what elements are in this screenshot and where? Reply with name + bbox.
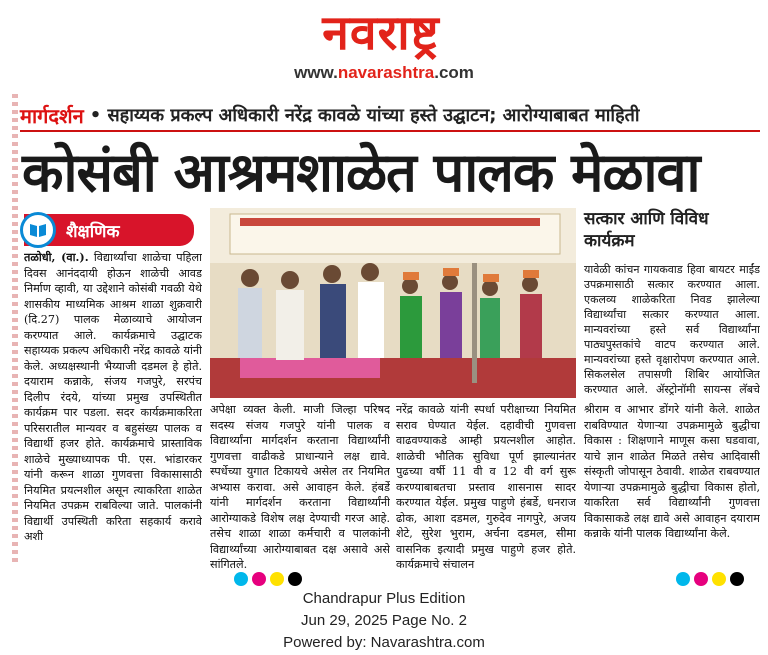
edition-name: Chandrapur Plus Edition xyxy=(302,590,466,607)
registration-mark-magenta xyxy=(252,572,266,586)
article-headline: कोसंबी आश्रमशाळेत पालक मेळावा xyxy=(22,141,700,204)
date-page: Jun 29, 2025 Page No. 2 xyxy=(301,612,467,629)
article-photo xyxy=(210,208,576,398)
newspaper-logo[interactable]: नवराष्ट्र xyxy=(322,5,440,61)
url-prefix: www. xyxy=(294,63,338,82)
article-kicker xyxy=(20,100,760,132)
article-column-4: श्रीराम व आभार डोंगरे यांनी केले. शाळेत राबविण्यात येणाऱ्या उपक्रमामुळे बुद्धीचा विकास : शिक्षणाने माणूस कसा घडवावा, याचे ज्ञान शाळेत मिळते तसेच आदिवासी संस्कृती जोपासून ठेवावी. शाळेत राबवण्यात येणाऱ्या उपक्रमामुळे बुद्धीचा विकास होतो, याकरिता सर्व विद्यार्थ्यांनी गुणवत्ता विकासाकडे लक्ष द्यावे असे आवाहन दयाराम कन्नाके यांनी पालक विद्यार्थ्यांना केले. xyxy=(584,403,760,540)
masthead xyxy=(0,0,768,92)
url-brand: navarashtra xyxy=(337,63,435,82)
side-heading: सत्कार आणि विविध कार्यक्रम xyxy=(584,209,709,251)
url-suffix: .com xyxy=(434,63,474,82)
registration-mark-yellow xyxy=(270,572,284,586)
column-1-text: विद्यार्थ्यांचा शाळेचा पहिला दिवस आनंददायी होऊन शाळेची आवड निर्माण व्हावी, या उद्देशाने कोसंबी गवळी येथे शासकीय माध्यमिक आश्रम शाळा शुक्रवारी (दि.27) पालक मेळाव्याचे आयोजन करण्यात आले. कार्यक्रमाचे उद्घाटक सहाय्यक प्रकल्प अधिकारी नरेंद्र कावळे यांनी केले. अध्यक्षस्थानी भैय्याजी दडमल हे होते. दयाराम कन्नाके, संजय गजपुरे, सरपंच दिलीप रंदये, यांच्या प्रमुख उपस्थितीत कार्यक्रम पार पडला. सदर कार्यक्रमाकरिता परिसरातील मान्यवर व बहुसंख्य पालक व विद्यार्थी हजर होते. कार्यक्रमाचे प्रास्ताविक शाळेचे मुख्याध्यापक पी. एस. भांडारकर यांनी करून शाळा गुणवत्ता विकासासाठी नियमित प्रयत्नशील असून त्याकरिता शाळेत नियमित उपक्रम राबविल्या जाते. पालकांनी विद्यार्थी उपस्थिती करिता सहकार्य करावे अशी xyxy=(24,251,202,543)
section-badge xyxy=(24,214,194,246)
kicker-text: • सहाय्यक प्रकल्प अधिकारी नरेंद्र कावळे यांच्या हस्ते उद्घाटन; आरोग्याबाबत माहिती xyxy=(89,105,640,126)
side-text: यावेळी कांचन गायकवाड हिवा बायटर माईंड उपक्रमासाठी सत्कार करण्यात आला. एकलव्य शाळेकरिता निवड झालेल्या विद्यार्थ्यांचा सत्कार करण्यात आला. मान्यवरांच्या हस्ते सर्व विद्यार्थ्यांना पाठ्यपुस्तकांचे वाटप करण्यात आले. मान्यवरांच्या हस्ते वृक्षारोपण करण्यात आले. सिकलसेल तपासणी शिबिर आयोजित करण्यात आले. ॲस्ट्रोनॉमी सायन्स लॅबचे xyxy=(584,263,760,396)
article-column-1 xyxy=(24,250,202,574)
registration-mark-black xyxy=(288,572,302,586)
website-url[interactable] xyxy=(255,63,513,83)
dateline: तळोधी, (वा.). xyxy=(24,250,89,264)
registration-mark-black-2 xyxy=(730,572,744,586)
section-label: शैक्षणिक xyxy=(66,221,120,242)
article-column-3: नरेंद्र कावळे यांनी स्पर्धा परीक्षाच्या नियमित सराव घेण्यात येईल. दहावीची गुणवत्ता वाढवण्याकडे आम्ही प्रयत्नशील आहोत. शाळेची भौतिक सुविधा पूर्ण झाल्यानंतर पुढच्या वर्षी 11 वी व 12 वी वर्ग सुरू करण्याबाबतचा प्रस्ताव शासनास सादर करण्यात येईल. प्रमुख पाहुणे हंबर्डे, धनराज ढोक, आशा दडमल, गुरुदेव नागपुरे, अजय शेटे, सुरेश भुराम, अर्चना दडमल, सीमा वासनिक इत्यादी प्रमुख पाहुणे हजर होते. कार्यक्रमाचे संचालन xyxy=(396,403,576,571)
registration-mark-yellow-2 xyxy=(712,572,726,586)
registration-mark-magenta-2 xyxy=(694,572,708,586)
powered-by[interactable]: Powered by: Navarashtra.com xyxy=(283,634,485,651)
clipping-edge xyxy=(12,94,18,564)
kicker-tag: मार्गदर्शन xyxy=(20,103,84,128)
registration-mark-cyan xyxy=(234,572,248,586)
registration-mark-cyan-2 xyxy=(676,572,690,586)
book-icon xyxy=(20,212,56,248)
article-column-2: अपेक्षा व्यक्त केली. माजी जिल्हा परिषद सदस्य संजय गजपुरे यांनी पालक व विद्यार्थ्यांना मार्गदर्शन करताना विद्यार्थ्यांनी गुणवत्ता वाढीकडे प्राधान्याने लक्ष द्यावे. स्पर्धेच्या युगात टिकायचे असेल तर नियमित अभ्यास करावा. असे आवाहन केले. हंबर्डे यांनी मार्गदर्शन करताना विद्यार्थ्यांनी आरोग्याकडे विशेष लक्ष देण्याची गरज आहे. तसेच शाळा शाळा कर्मचारी व पालकांनी विद्यार्थ्यांच्या आरोग्याबाबत दक्ष असावे असे सांगितले. xyxy=(210,403,390,571)
